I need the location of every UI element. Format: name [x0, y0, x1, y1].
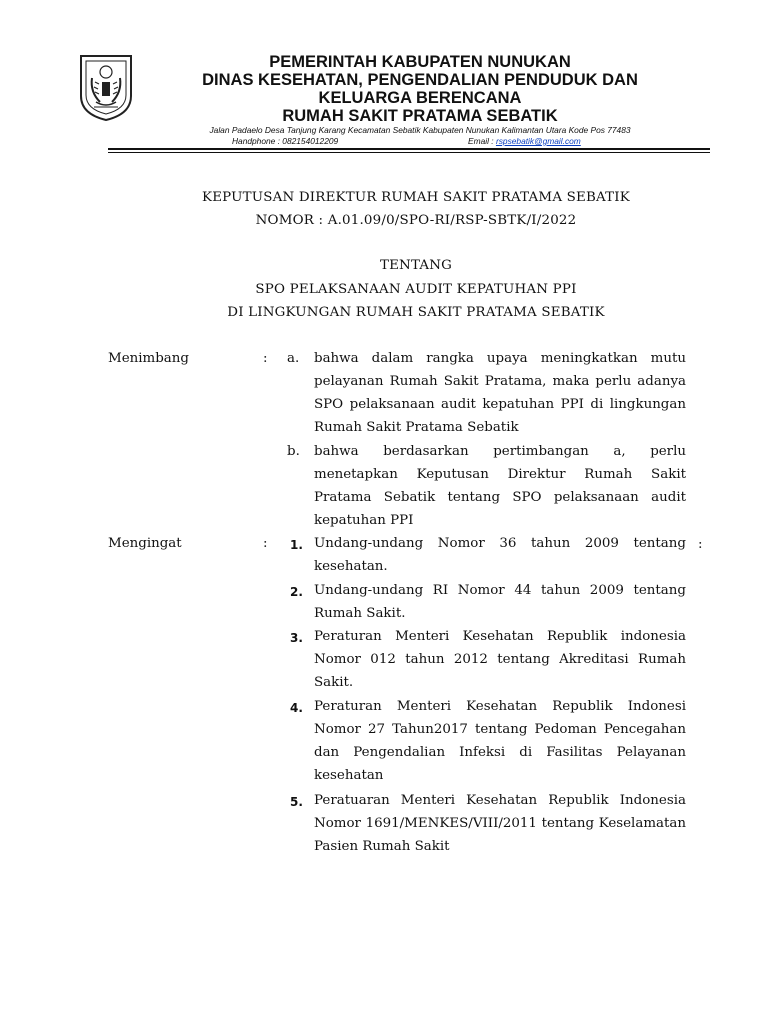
- letterhead-divider-thick: [108, 148, 710, 150]
- letterhead-agency-line-cont: KELUARGA BERENCANA: [318, 89, 522, 107]
- letterhead-divider-thin: [108, 152, 710, 153]
- decree-title: KEPUTUSAN DIREKTUR RUMAH SAKIT PRATAMA SEBATIK: [201, 190, 630, 205]
- mengingat-item-number: 3.: [290, 631, 303, 645]
- mengingat-item-1: Undang-undang Nomor 36 tahun 2009 tentang kesehatan.: [314, 536, 686, 574]
- decree-subject-line-1: SPO PELAKSANAAN AUDIT KEPATUHAN PPI: [255, 282, 577, 297]
- letterhead-address: Jalan Padaelo Desa Tanjung Karang Kecamatan Sebatik Kabupaten Nunukan Kalimantan Utara Kode Pos 77483: [209, 125, 631, 135]
- decree-about-label: TENTANG: [379, 258, 453, 273]
- mengingat-label: Mengingat: [108, 536, 182, 551]
- letterhead-agency-line: DINAS KESEHATAN, PENGENDALIAN PENDUDUK DAN: [202, 71, 638, 89]
- menimbang-item-marker: b.: [287, 444, 300, 459]
- letterhead-government-line: PEMERINTAH KABUPATEN NUNUKAN: [269, 53, 571, 71]
- email-link[interactable]: rspsebatik@gmail.com: [495, 136, 581, 146]
- mengingat-item-4: Peraturan Menteri Kesehatan Republik Indonesi Nomor 27 Tahun2017 tentang Pedoman Pencegahan dan Pengendalian Infeksi di Fasilitas Pelayanan kesehatan: [314, 699, 686, 783]
- decree-subject-line-2: DI LINGKUNGAN RUMAH SAKIT PRATAMA SEBATIK: [227, 305, 605, 320]
- mengingat-item-number: 4.: [290, 701, 303, 715]
- regency-emblem-icon: [78, 52, 134, 122]
- letterhead-email: [468, 136, 581, 147]
- menimbang-label: Menimbang: [108, 351, 189, 366]
- mengingat-item-number: 2.: [290, 585, 303, 599]
- letterhead-handphone: Handphone : 082154012209: [232, 136, 339, 146]
- mengingat-item-number: 1.: [290, 538, 303, 552]
- menimbang-colon: :: [263, 351, 268, 366]
- mengingat-item-2: Undang-undang RI Nomor 44 tahun 2009 tentang Rumah Sakit.: [314, 583, 686, 621]
- menimbang-item-marker: a.: [287, 351, 300, 366]
- email-label: Email :: [468, 136, 496, 146]
- mengingat-colon: :: [263, 536, 268, 551]
- mengingat-item-3: Peraturan Menteri Kesehatan Republik indonesia Nomor 012 tahun 2012 tentang Akreditasi Rumah Sakit.: [314, 629, 686, 690]
- mengingat-item-5: Peratuaran Menteri Kesehatan Republik Indonesia Nomor 1691/MENKES/VIII/2011 tentang Keselamatan Pasien Rumah Sakit: [314, 793, 686, 854]
- mengingat-item-number: 5.: [290, 795, 303, 809]
- decree-number: NOMOR : A.01.09/0/SPO-RI/RSP-SBTK/I/2022: [255, 213, 577, 228]
- menimbang-item-a: bahwa dalam rangka upaya meningkatkan mutu pelayanan Rumah Sakit Pratama, maka perlu adanya SPO pelaksanaan audit kepatuhan PPI di lingkungan Rumah Sakit Pratama Sebatik: [314, 351, 686, 435]
- menimbang-item-b: bahwa berdasarkan pertimbangan a, perlu menetapkan Keputusan Direktur Rumah Sakit Pratama Sebatik tentang SPO pelaksanaan audit kepatuhan PPI: [314, 444, 686, 528]
- letterhead-hospital-name: RUMAH SAKIT PRATAMA SEBATIK: [282, 107, 558, 125]
- mengingat-trailing-colon: :: [698, 537, 703, 552]
